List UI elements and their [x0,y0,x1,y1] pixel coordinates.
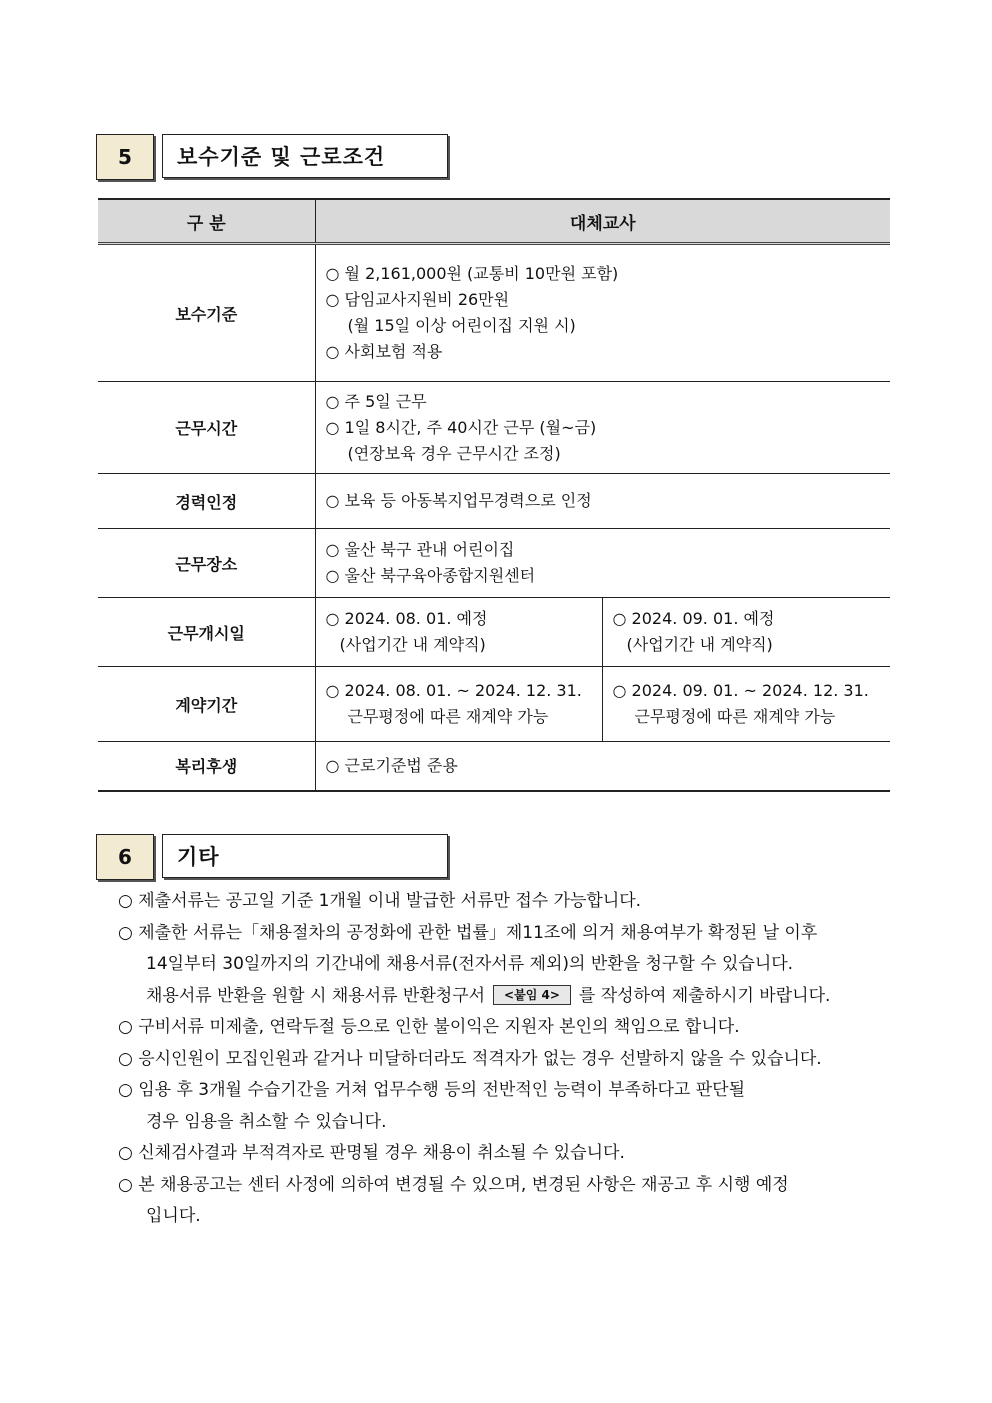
content-line: ○ 2024. 08. 01. ~ 2024. 12. 31. [325,681,582,700]
section-number: 5 [96,134,154,180]
note-text: 채용서류 반환을 원할 시 채용서류 반환청구서 [146,985,486,1006]
row-label: 복리후생 [98,742,315,791]
conditions-table [98,198,890,792]
note-continuation: 경우 임용을 취소할 수 있습니다. [146,1111,387,1132]
note-item: ○ 신체검사결과 부적격자로 판명될 경우 채용이 취소될 수 있습니다. [118,1143,625,1163]
row-label: 근무장소 [98,529,315,598]
note-continuation: 입니다. [146,1206,201,1226]
row-label: 경력인정 [98,474,315,529]
content-line: ○ 울산 북구육아종합지원센터 [325,566,536,585]
annex-badge: <붙임 4> [493,985,571,1005]
row-label: 계약기간 [98,667,315,742]
content-line: ○ 1일 8시간, 주 40시간 근무 (월~금) [325,417,597,437]
note-text: 를 작성하여 제출하시기 바랍니다. [578,985,831,1006]
content-line: (사업기간 내 계약직) [626,635,773,654]
table-row [98,244,890,382]
row-content-right [602,598,890,667]
content-line: (연장보육 경우 근무시간 조정) [347,443,561,463]
table-row [98,474,890,529]
content-line: ○ 근로기준법 준용 [325,755,458,775]
content-line: 근무평정에 따른 재계약 가능 [347,707,549,726]
content-line: ○ 2024. 08. 01. 예정 [325,609,488,628]
row-content [315,742,890,791]
note-item: ○ 구비서류 미제출, 연락두절 등으로 인한 불이익은 지원자 본인의 책임으로 합니다. [118,1017,740,1037]
row-content [315,382,890,474]
content-line: ○ 월 2,161,000원 (교통비 10만원 포함) [325,264,619,283]
content-line: ○ 2024. 09. 01. ~ 2024. 12. 31. [612,681,869,700]
table-row [98,382,890,474]
header-substitute-teacher: 대체교사 [315,199,890,244]
section-title: 보수기준 및 근로조건 [162,134,448,178]
row-label: 근무시간 [98,382,315,474]
header-category: 구 분 [98,199,315,244]
row-content [315,529,890,598]
note-item: ○ 제출서류는 공고일 기준 1개월 이내 발급한 서류만 접수 가능합니다. [118,891,642,911]
note-item: ○ 임용 후 3개월 수습기간을 거쳐 업무수행 등의 전반적인 능력이 부족하다고 판단될 [118,1080,746,1100]
section-title: 기타 [162,834,448,878]
content-line: ○ 울산 북구 관내 어린이집 [325,540,515,559]
row-content-right [602,667,890,742]
other-notes [118,886,898,1233]
section-6-header [96,834,448,880]
table-row [98,742,890,791]
table-header-row [98,199,890,244]
note-item: ○ 응시인원이 모집인원과 같거나 미달하더라도 적격자가 없는 경우 선발하지 않을 수 있습니다. [118,1048,822,1069]
content-line: ○ 2024. 09. 01. 예정 [612,609,775,628]
note-continuation: 14일부터 30일까지의 기간내에 채용서류(전자서류 제외)의 반환을 청구할 수 있습니다. [146,954,794,974]
table-row [98,529,890,598]
content-line: ○ 사회보험 적용 [325,342,443,361]
row-content-left [315,667,602,742]
row-content-left [315,598,602,667]
note-item: ○ 제출한 서류는「채용절차의 공정화에 관한 법률」제11조에 의거 채용여부가 확정된 날 이후 [118,922,818,943]
content-line: ○ 보육 등 아동복지업무경력으로 인정 [325,491,592,510]
row-label: 근무개시일 [98,598,315,667]
note-item: ○ 본 채용공고는 센터 사정에 의하여 변경될 수 있으며, 변경된 사항은 재공고 후 시행 예정 [118,1174,789,1195]
content-line: 근무평정에 따른 재계약 가능 [634,707,836,726]
row-content [315,474,890,529]
note-continuation [118,981,898,1013]
content-line: (월 15일 이상 어린이집 지원 시) [347,316,576,335]
section-5-header [96,134,448,180]
row-label: 보수기준 [98,244,315,382]
content-line: (사업기간 내 계약직) [339,635,486,654]
section-number: 6 [96,834,154,880]
content-line: ○ 주 5일 근무 [325,391,427,411]
row-content [315,244,890,382]
content-line: ○ 담임교사지원비 26만원 [325,290,510,309]
table-row [98,598,890,667]
table-row [98,667,890,742]
